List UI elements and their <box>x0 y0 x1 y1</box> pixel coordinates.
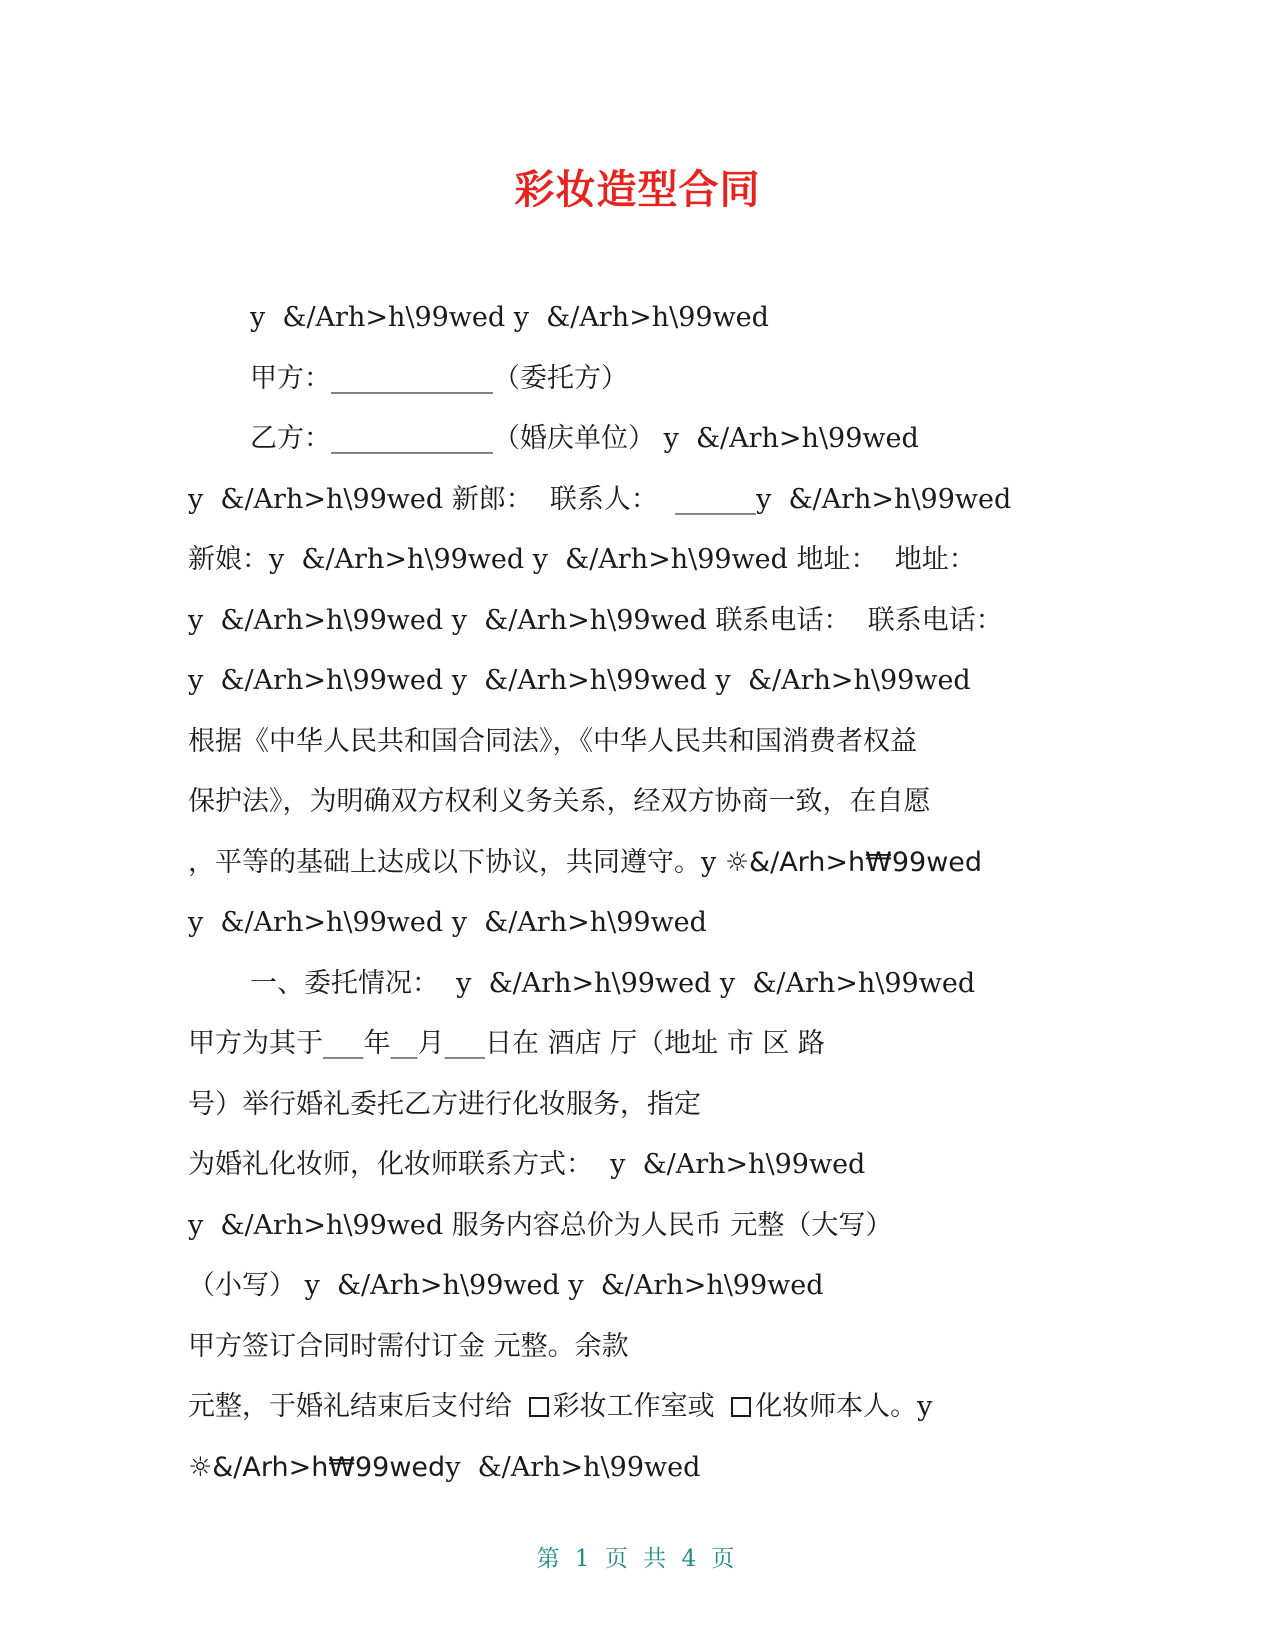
text-line-7: y &/Arh>h\99wed y &/Arh>h\99wed y &/Arh>h\99wed <box>188 665 971 696</box>
groom-contact-line: y &/Arh>h\99wed 新郎： 联系人： ______y &/Arh>h\99wed <box>188 483 1012 515</box>
phone-line: y &/Arh>h\99wed y &/Arh>h\99wed 联系电话： 联系电话： <box>188 604 1003 636</box>
document-title: 彩妆造型合同 <box>514 167 761 213</box>
balance-line-text: 元整，于婚礼结束后支付给 <box>188 1391 521 1422</box>
makeup-artist-checkbox[interactable] <box>731 1397 751 1417</box>
section-1-line-1: 甲方为其于___年__月___日在 酒店 厅（地址 市 区 路 <box>188 1028 825 1059</box>
bride-address-line: 新娘：y &/Arh>h\99wed y &/Arh>h\99wed 地址： 地址： <box>188 544 976 575</box>
section-1-line-5: （小写） y &/Arh>h\99wed y &/Arh>h\99wed <box>188 1270 824 1301</box>
page-footer: 第 1 页 共 4 页 <box>536 1546 739 1572</box>
section-1-line-4: y &/Arh>h\99wed 服务内容总价为人民币 元整（大写） <box>188 1209 893 1241</box>
contract-body <box>188 288 1088 1498</box>
balance-line <box>188 1377 1088 1438</box>
preamble-line-1: 根据《中华人民共和国合同法》，《中华人民共和国消费者权益 <box>188 725 917 757</box>
preamble-line-3-code: ☼&/Arh>h₩99wed <box>724 846 983 878</box>
section-1-line-2: 号）举行婚礼委托乙方进行化妆服务，指定 <box>188 1088 701 1120</box>
text-line-20-code: ☼&/Arh>h₩99wed <box>188 1451 446 1483</box>
party-a-line: 甲方：____________（委托方） <box>250 362 628 394</box>
preamble-line-3-text: ，平等的基础上达成以下协议，共同遵守。y <box>188 846 725 878</box>
section-1-line-3: 为婚礼化妆师，化妆师联系方式： y &/Arh>h\99wed <box>188 1149 866 1180</box>
studio-option-label: 彩妆工作室或 <box>552 1391 724 1422</box>
preamble-line-3 <box>188 833 1088 894</box>
section-1-heading: 一、委托情况： y &/Arh>h\99wed y &/Arh>h\99wed <box>250 967 976 999</box>
deposit-line: 甲方签订合同时需付订金 元整。余款 <box>188 1330 629 1362</box>
text-line-1: y &/Arh>h\99wed y &/Arh>h\99wed <box>250 302 769 333</box>
studio-checkbox[interactable] <box>529 1397 549 1417</box>
text-line-20-text: y &/Arh>h\99wed <box>445 1451 701 1483</box>
party-b-line: 乙方：____________（婚庆单位） y &/Arh>h\99wed <box>250 423 919 454</box>
artist-option-label: 化妆师本人。y <box>755 1391 933 1422</box>
text-line-11: y &/Arh>h\99wed y &/Arh>h\99wed <box>188 907 707 938</box>
preamble-line-2: 保护法》，为明确双方权利义务关系，经双方协商一致，在自愿 <box>188 786 931 817</box>
text-line-20 <box>188 1438 1088 1499</box>
